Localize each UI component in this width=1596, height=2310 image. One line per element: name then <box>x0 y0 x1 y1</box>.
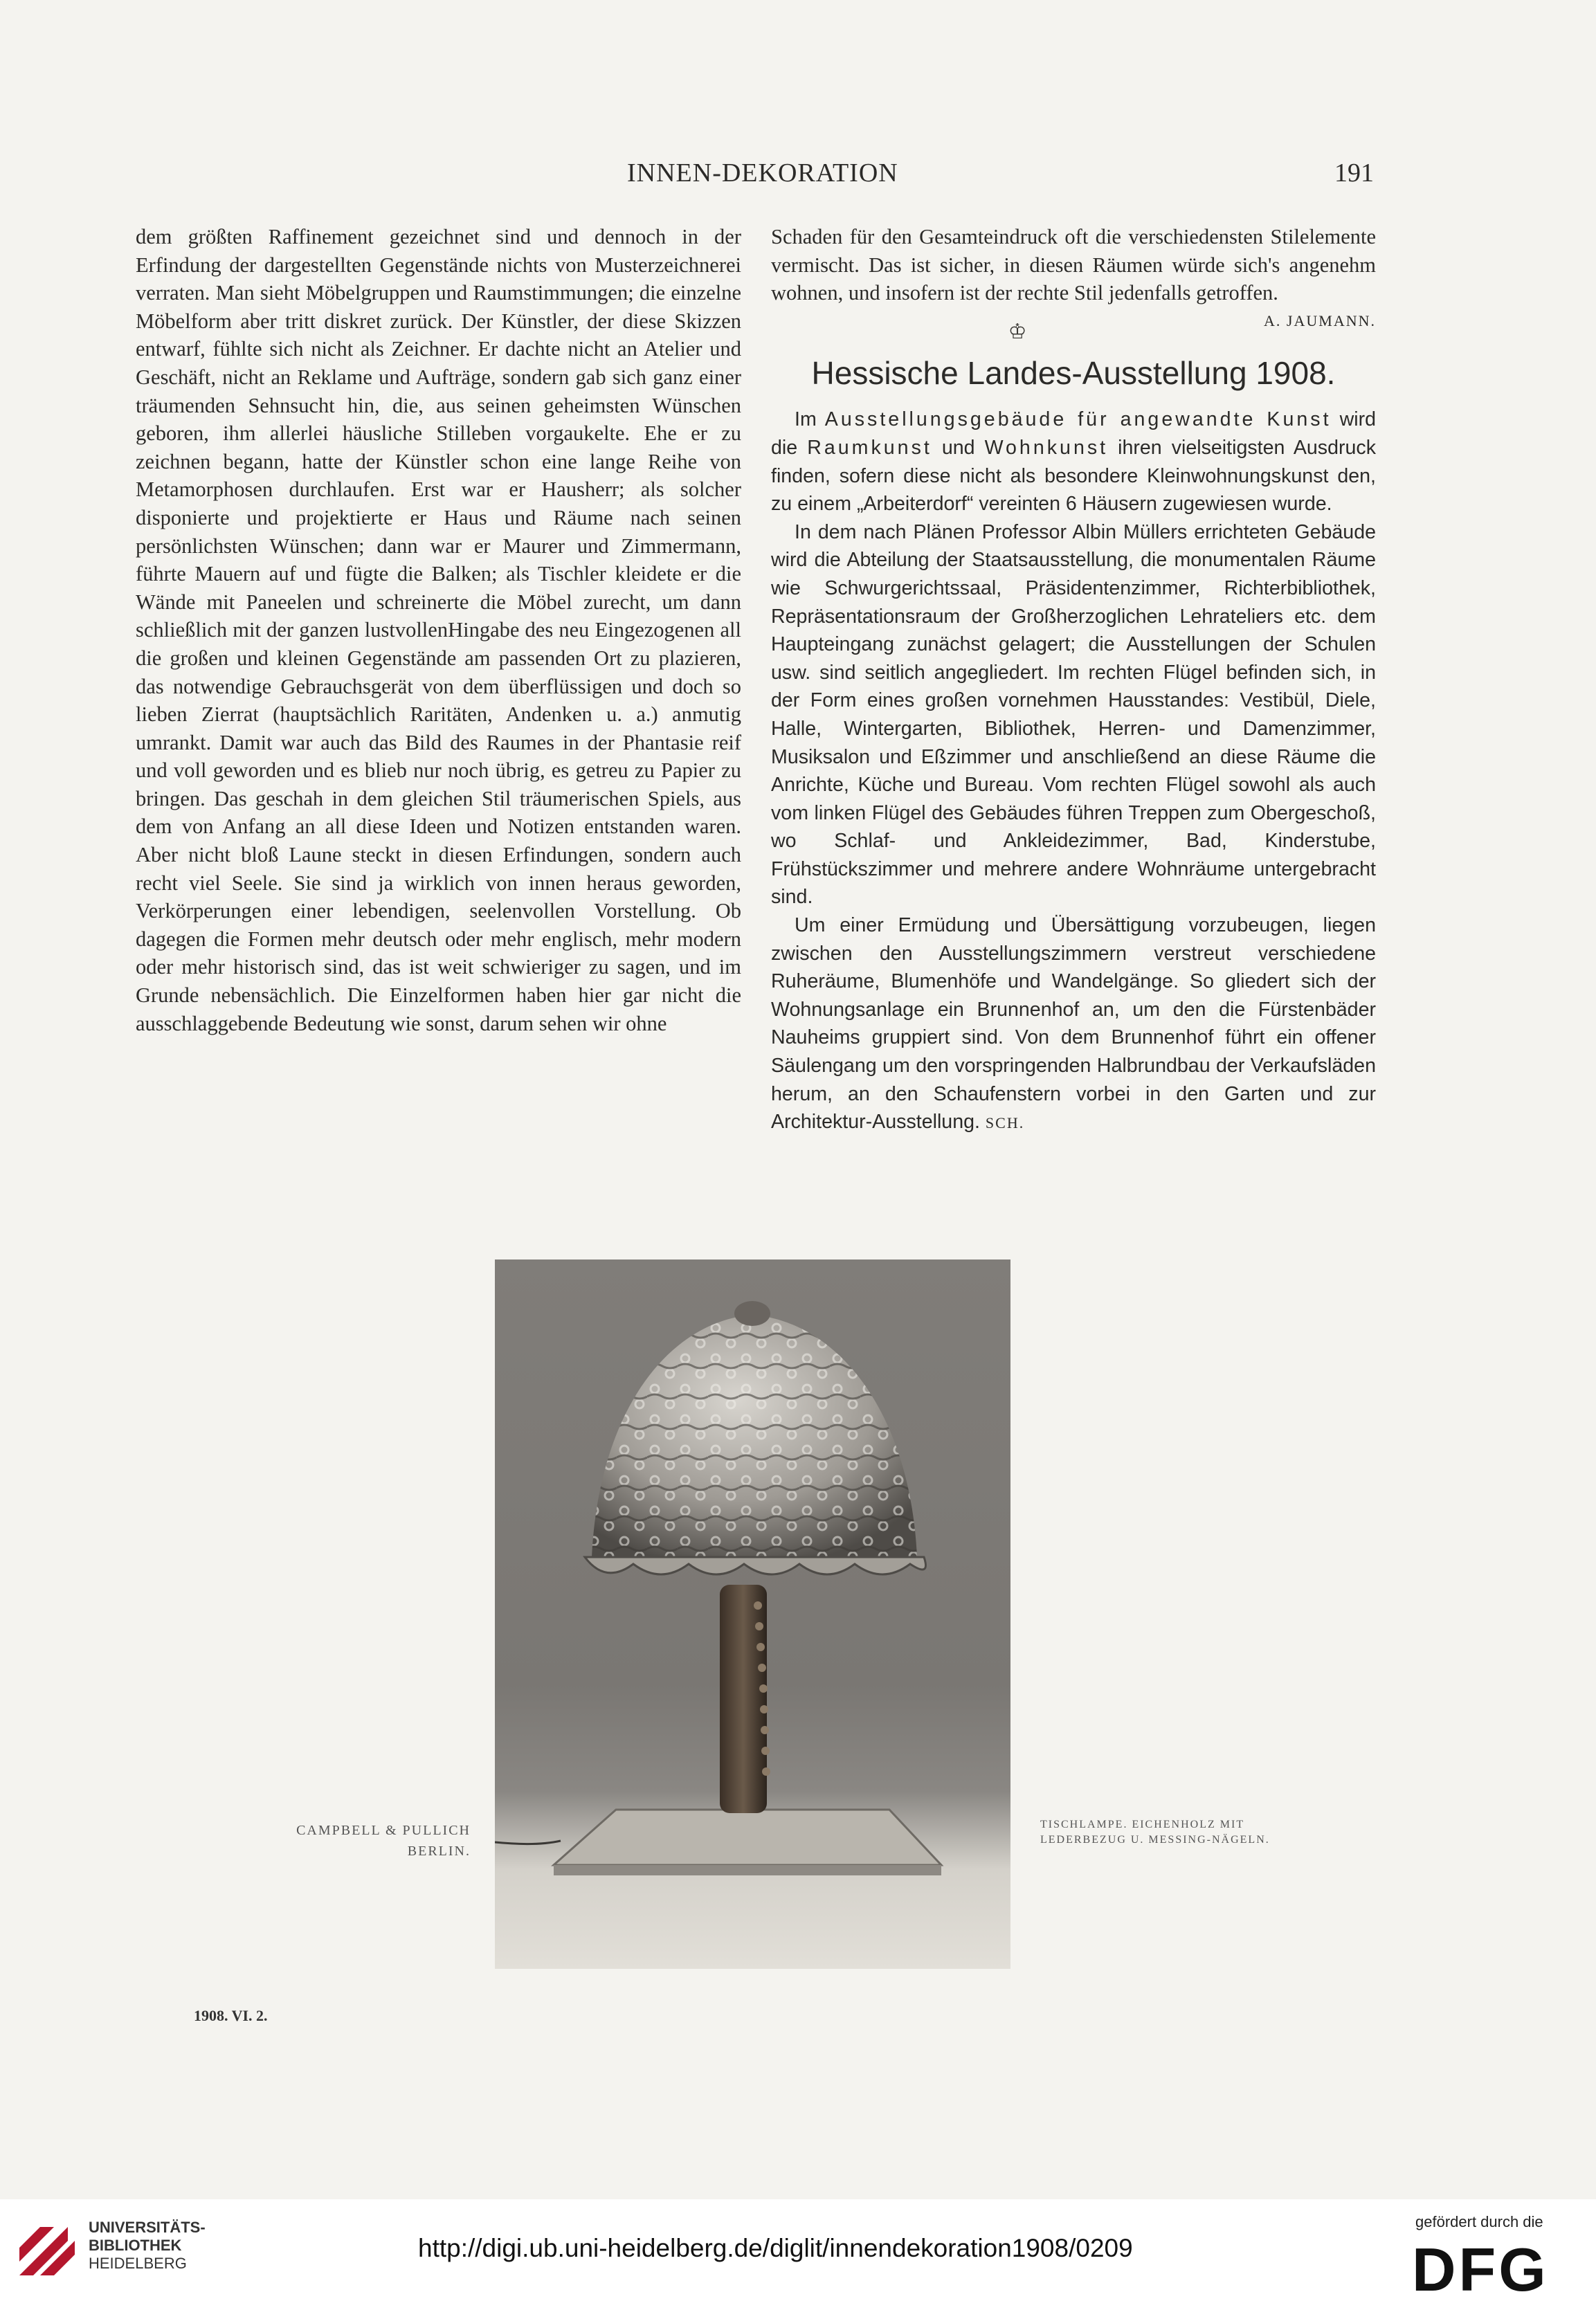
author-signature: A. JAUMANN. <box>1264 311 1376 329</box>
p3-signature: SCH. <box>985 1114 1025 1132</box>
library-name-line-3: HEIDELBERG <box>89 2255 187 2272</box>
printer-signature-mark: 1908. VI. 2. <box>194 2007 268 2024</box>
library-name-line-1: UNIVERSITÄTS- <box>89 2219 206 2236</box>
lamp-base <box>554 1810 941 1865</box>
maker-city: BERLIN. <box>407 1844 471 1859</box>
maker-name: CAMPBELL & PULLICH <box>296 1823 471 1838</box>
running-title: INNEN-DEKORATION <box>627 158 898 188</box>
university-library-logo-icon <box>12 2213 82 2282</box>
article-paragraph-2: In dem nach Plänen Professor Albin Müllers errichteten Gebäude wird die Abteilung der Staatsausstellung, die monumentalen Räume wie Schwurgerichtssaal, Präsidentenzimmer, Richterbibliothek, Repräsentationsraum der Großherzoglichen Lehrateliers etc. dem Haupteingang zunächst gelagert; die Ausstellungen der Schulen usw. sind seitlich angegliedert. Im rechten Flügel befinden sich, in der Form eines großen vornehmen Hausstandes: Vestibül, Diele, Halle, Wintergarten, Bibliothek, Herren- und Damenzimmer, Musiksalon und Eßzimmer und anschließend an diese Räume die Anrichte, Küche und Bureau. Vom rechten Flügel sowohl als auch vom linken Flügel des Gebäudes führen Treppen zum Obergeschoß, wo Schlaf- und Ankleidezimmer, Bad, Kinderstube, Frühstückszimmer und mehrere andere Wohnräume untergebracht sind. <box>771 520 1376 909</box>
article-paragraph-1 <box>771 406 1376 518</box>
lamp-photograph <box>495 1259 1010 1969</box>
p3-text: Um einer Ermüdung und Übersättigung vorzubeugen, liegen zwischen den Ausstellungszimmern verstreut verschiedene Ruheräume, Blumenhöfe und Wandelgänge. So gliedert sich der Wohnungsanlage ein Brunnenhof an, um den die Fürstenbäder Nauheims gruppiert sind. Von dem Brunnenhof führt ein offener Säulengang um den vorspringenden Halbrundbau der Verkaufsläden herum, an den Schaufenstern vorbei in den Garten und zur Architektur-Ausstellung. <box>771 914 1376 1134</box>
library-name <box>89 2219 206 2273</box>
figure-caption-left <box>208 1820 471 1862</box>
lamp-base-edge <box>554 1865 941 1875</box>
table-lamp-image <box>495 1259 1010 1969</box>
p1-lead: Im <box>795 408 817 431</box>
library-name-line-2: BIBLIOTHEK <box>89 2237 182 2254</box>
running-head <box>0 158 1596 188</box>
dfg-logo: DFG <box>1412 2235 1549 2304</box>
continuation-text: Schaden für den Gesamteindruck oft die verschiedensten Stilelemente vermischt. Das ist sicher, in diesen Räumen würde sich's angenehm wohnen, und insofern ist der rechte Stil jedenfalls getroffen. <box>771 225 1376 305</box>
figure-caption-right <box>1040 1817 1331 1848</box>
page-number: 191 <box>1334 158 1374 188</box>
lamp-stem <box>720 1585 767 1813</box>
right-column <box>771 223 1376 1138</box>
p1-mid-1: wird die <box>771 408 1376 459</box>
p1-mid-2: und <box>941 436 975 459</box>
left-column <box>136 223 741 1037</box>
funded-by-label: gefördert durch die <box>1415 2213 1543 2230</box>
p1-spaced-3: Wohnkunst <box>984 436 1109 459</box>
shade-fringe <box>585 1557 926 1574</box>
p1-rest: ihren vielseitigsten Ausdruck finden, sofern diese nicht als besondere Kleinwohnungskunst den, zu einem „Arbeiterdorf“ vereinten 6 Häusern zugewiesen wurde. <box>771 436 1377 516</box>
shade-finial <box>734 1301 770 1326</box>
object-description-1: TISCHLAMPE. EICHENHOLZ MIT <box>1040 1819 1245 1830</box>
object-description-2: LEDERBEZUG U. MESSING-NÄGELN. <box>1040 1834 1270 1846</box>
p1-spaced-2: Raumkunst <box>807 436 932 459</box>
left-paragraph: dem größten Raffinement gezeichnet sind und dennoch in der Erfindung der dargestellten Gegenstände nichts von Musterzeichnerei verraten. Man sieht Möbelgruppen und Raumstimmungen; die einzelne Möbelform aber tritt diskret zurück. Der Künstler, der diese Skizzen entwarf, fühlte sich nicht als Zeichner. Er dachte nicht an Atelier und Geschäft, nicht an Reklame und Aufträge, sondern gab sich ganz einer träumenden Sehnsucht hin, die, aus seinen geheimsten Wünschen geboren, ihm allerlei häusliche Stilleben vorgaukelte. Ehe er zu zeichnen begann, hatte der Künstler schon eine lange Reihe von Metamorphosen durchlaufen. Erst war er Hausherr; als solcher disponierte und projektierte er Haus und Räume nach seinen persönlichsten Wünschen; dann war er Maurer und Zimmermann, führte Mauern auf und fügte die Balken; als Tischler kleidete er die Wände mit Paneelen und schreinerte die Möbel zurecht, um dann schließlich mit der ganzen lustvollenHingabe des neu Eingezogenen all die großen und kleinen Gegenstände am passenden Ort zu plazieren, das notwendige Gebrauchsgerät von dem überflüssigen und doch so lieben Zierrat (hauptsächlich Raritäten, Andenken u. a.) anmutig umrankt. Damit war auch das Bild des Raumes in der Phantasie reif und voll geworden und es blieb nur noch übrig, es getreu zu Papier zu bringen. Das geschah in dem gleichen Stil träumerischen Spiels, aus dem von Anfang an all diese Ideen und Notizen entstanden waren. Aber nicht bloß Laune steckt in diesen Erfindungen, sondern auch recht viel Seele. Sie sind ja wirklich von innen heraus geworden, Verkörperungen einer lebendigen, seelenvollen Vorstellung. Ob dagegen die Formen mehr deutsch oder mehr englisch, mehr modern oder mehr historisch sind, das ist weit schwieriger zu sagen, und im Grunde nebensächlich. Die Einzelformen haben hier gar nicht die ausschlaggebende Bedeutung wie sonst, darum sehen wir ohne <box>136 225 741 1035</box>
source-url-link[interactable]: http://digi.ub.uni-heidelberg.de/diglit/innendekoration1908/0209 <box>418 2234 1133 2262</box>
p1-spaced-1: Ausstellungsgebäude für angewandte Kunst <box>824 408 1332 431</box>
lamp-cord <box>495 1841 561 1844</box>
article-paragraph-3 <box>771 911 1376 1138</box>
ornament-icon: ♔ <box>1008 320 1027 343</box>
digitization-footer <box>0 2199 1596 2310</box>
continuation-paragraph <box>771 223 1376 329</box>
section-heading: Hessische Landes-Ausstellung 1908. <box>811 355 1336 392</box>
